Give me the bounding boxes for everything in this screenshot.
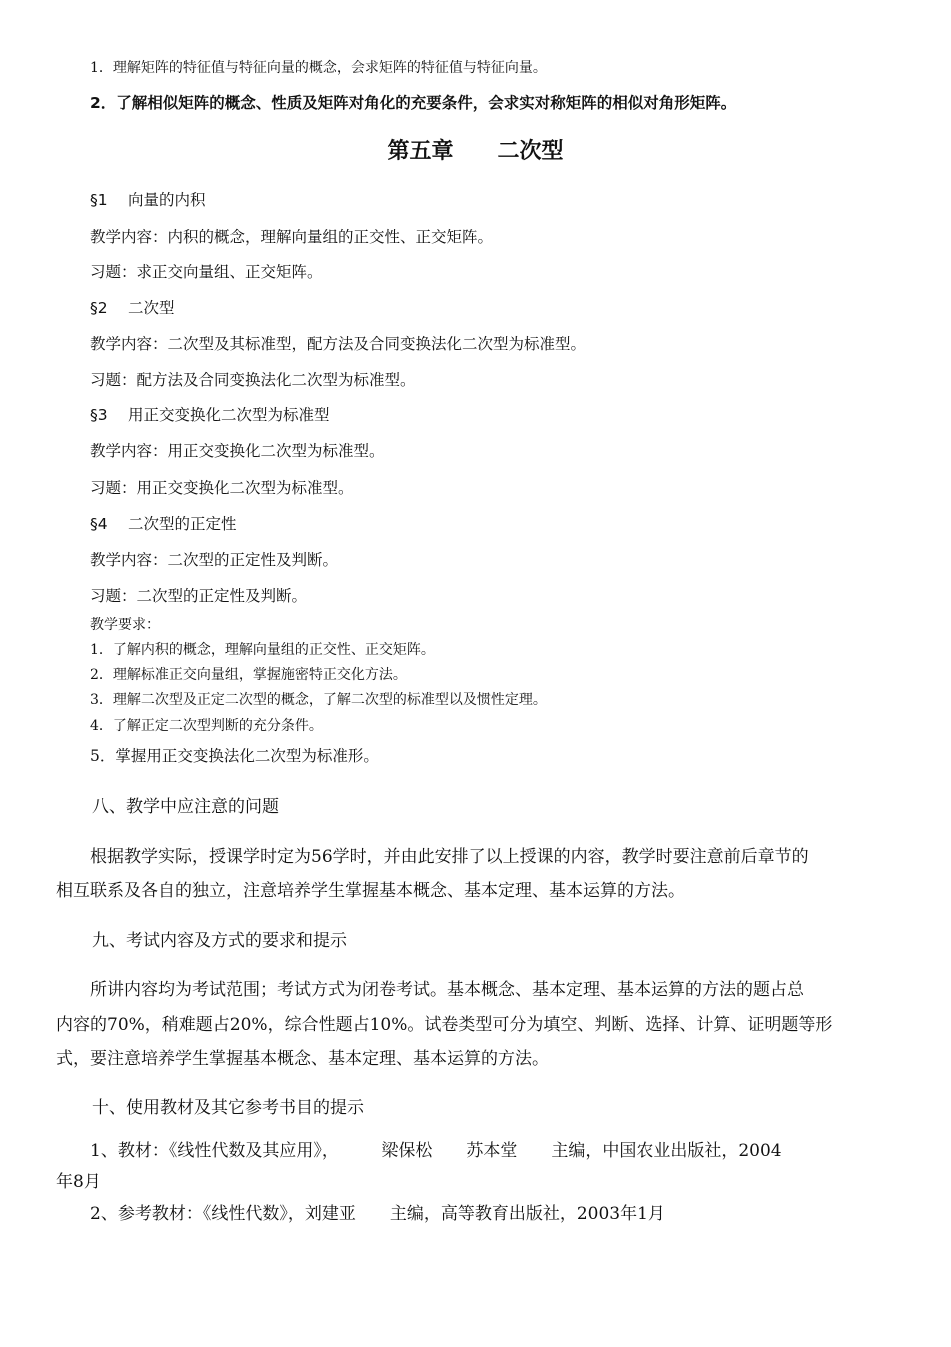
section-9-heading: 九、考试内容及方式的要求和提示 <box>92 931 347 951</box>
section-exercise-3: 习题：用正交变换化二次型为标准型。 <box>90 479 354 497</box>
section-exercise-2: 习题：配方法及合同变换法化二次型为标准型。 <box>90 371 416 389</box>
section-8-paragraph-line-1: 根据教学实际，授课学时定为56学时，并由此安排了以上授课的内容，教学时要注意前后章节的 <box>90 847 809 867</box>
section-heading-4: §4 二次型的正定性 <box>90 515 237 533</box>
teaching-requirement-4: 4．了解正定二次型判断的充分条件。 <box>90 718 323 734</box>
section-heading-3: §3 用正交变换化二次型为标准型 <box>90 406 330 424</box>
section-exercise-4: 习题：二次型的正定性及判断。 <box>90 587 308 605</box>
textbook-reference-line-1: 1、教材：《线性代数及其应用》， 梁保松 苏本堂 主编，中国农业出版社，2004 <box>90 1141 782 1161</box>
section-content-2: 教学内容：二次型及其标准型，配方法及合同变换法化二次型为标准型。 <box>90 335 587 353</box>
section-heading-1: §1 向量的内积 <box>90 191 206 209</box>
teaching-requirement-5: 5．掌握用正交变换法化二次型为标准形。 <box>90 747 379 765</box>
section-heading-2: §2 二次型 <box>90 299 175 317</box>
requirement-line-2: 2．了解相似矩阵的概念、性质及矩阵对角化的充要条件，会求实对称矩阵的相似对角形矩阵。 <box>90 94 737 112</box>
reference-textbook-line: 2、参考教材：《线性代数》，刘建亚 主编，高等教育出版社，2003年1月 <box>90 1204 665 1224</box>
section-9-paragraph-line-1: 所讲内容均为考试范围；考试方式为闭卷考试。基本概念、基本定理、基本运算的方法的题占总 <box>90 980 804 1000</box>
teaching-requirement-1: 1．了解内积的概念，理解向量组的正交性、正交矩阵。 <box>90 642 435 658</box>
teaching-requirements-label: 教学要求： <box>90 617 160 633</box>
requirement-line-1: 1．理解矩阵的特征值与特征向量的概念，会求矩阵的特征值与特征向量。 <box>90 60 547 76</box>
textbook-reference-line-2: 年8月 <box>56 1172 101 1192</box>
section-9-paragraph-line-2: 内容的70%，稍难题占20%，综合性题占10%。试卷类型可分为填空、判断、选择、计算、证明题等形 <box>56 1015 833 1035</box>
section-9-paragraph-line-3: 式，要注意培养学生掌握基本概念、基本定理、基本运算的方法。 <box>56 1049 549 1069</box>
section-exercise-1: 习题：求正交向量组、正交矩阵。 <box>90 263 323 281</box>
section-content-4: 教学内容：二次型的正定性及判断。 <box>90 551 339 569</box>
section-content-3: 教学内容：用正交变换化二次型为标准型。 <box>90 442 385 460</box>
teaching-requirement-2: 2．理解标准正交向量组，掌握施密特正交化方法。 <box>90 667 407 683</box>
section-8-heading: 八、教学中应注意的问题 <box>92 797 279 817</box>
section-content-1: 教学内容：内积的概念，理解向量组的正交性、正交矩阵。 <box>90 228 494 246</box>
section-8-paragraph-line-2: 相互联系及各自的独立，注意培养学生掌握基本概念、基本定理、基本运算的方法。 <box>56 881 685 901</box>
section-10-heading: 十、使用教材及其它参考书目的提示 <box>92 1098 364 1118</box>
chapter-title: 第五章 二次型 <box>387 139 564 164</box>
teaching-requirement-3: 3．理解二次型及正定二次型的概念，了解二次型的标准型以及惯性定理。 <box>90 692 547 708</box>
